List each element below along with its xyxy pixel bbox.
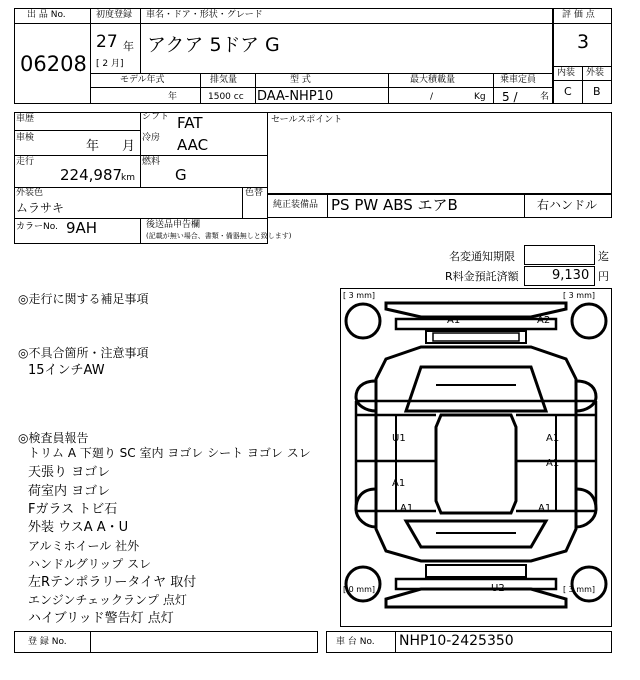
tire-depth-fl: [ 3 mm] (343, 291, 376, 300)
inspector-line: ハンドルグリップ スレ (28, 557, 152, 571)
inspector-line: 外装 ウスA A・U (28, 520, 129, 535)
equipment-label: 純正装備品 (273, 200, 319, 210)
type-value: DAA-NHP10 (257, 89, 334, 104)
inspector-line: 天張り ヨゴレ (28, 465, 111, 480)
chassis-label: 車 台 No. (336, 637, 375, 647)
mileage-value: 224,987 (60, 166, 123, 184)
docs-label: 後送品申告欄 (146, 220, 201, 230)
damage-mark: A1 (546, 433, 560, 444)
damage-diagram (340, 288, 612, 627)
capacity-value: 5 / (502, 90, 518, 104)
defects-line: 15インチAW (28, 363, 105, 378)
lot-no: 06208 (20, 52, 87, 76)
damage-mark: A1 (538, 503, 552, 514)
reg-year: 27 (96, 32, 118, 52)
reg-no-label: 登 録 No. (28, 637, 67, 647)
damage-mark: A2 (537, 315, 551, 326)
inspector-line: アルミホイール 社外 (28, 539, 140, 553)
model-year-value: 年 (168, 92, 178, 102)
inspector-line: ハイブリッド警告灯 点灯 (28, 611, 174, 626)
inspector-line: エンジンチェックランプ 点灯 (28, 593, 187, 607)
recycle-label: R料金預託済額 (445, 270, 519, 283)
tire-depth-rr: [ 3 mm] (563, 585, 596, 594)
mileage-unit: km (121, 173, 135, 183)
history-label: 車歴 (16, 114, 35, 124)
reg-month: [ 2 月] (96, 59, 124, 69)
damage-mark: U2 (491, 583, 505, 594)
sales-point-label: セールスポイント (271, 115, 343, 125)
exterior-color-value: ムラサキ (16, 201, 65, 215)
inspector-line: トリム A 下廻り SC 室内 ヨゴレ シート ヨゴレ スレ (28, 446, 311, 460)
ac-value: AAC (177, 136, 209, 154)
car-name-label: 車名・ドア・形状・グレード (146, 10, 263, 20)
model-year-label: モデル年式 (120, 75, 165, 85)
color-change-label: 色替 (245, 188, 264, 198)
inspector-line: 左Rテンポラリータイヤ 取付 (28, 575, 197, 590)
inspector-line: Fガラス トビ石 (28, 502, 118, 517)
damage-mark: A1 (392, 478, 406, 489)
reg-year-unit: 年 (123, 40, 134, 53)
color-no-value: 9AH (66, 219, 98, 237)
capacity-unit: 名 (540, 92, 550, 102)
max-load-unit: Kg (474, 92, 486, 102)
fuel-value: G (175, 166, 187, 184)
name-change-label: 名変通知期限 (449, 250, 515, 263)
steering-value: 右ハンドル (537, 198, 598, 212)
car-name: アクア 5ドア G (147, 34, 280, 56)
damage-mark: A1 (400, 503, 414, 514)
first-reg-label: 初度登録 (96, 10, 133, 20)
ac-label: 冷房 (142, 133, 161, 143)
inspection-year-unit: 年 (86, 139, 100, 154)
color-no-label: カラーNo. (16, 222, 58, 232)
name-change-unit: 迄 (598, 250, 609, 263)
chassis-value: NHP10-2425350 (399, 633, 514, 649)
max-load-label: 最大積載量 (410, 75, 456, 85)
mileage-label: 走行 (16, 157, 35, 167)
recycle-value: 9,130 (552, 268, 590, 283)
capacity-label: 乗車定員 (500, 75, 537, 85)
displacement-value: 1500 cc (208, 92, 244, 102)
docs-note: (記載が無い場合、書類・備器無しと致します) (146, 232, 292, 240)
type-label: 型 式 (290, 75, 311, 85)
car-outline-drawing (341, 289, 611, 626)
inspection-month-unit: 月 (122, 139, 136, 154)
inspector-label: ◎検査員報告 (18, 431, 89, 445)
inspection-label: 車検 (16, 133, 35, 143)
score-value: 3 (577, 31, 590, 53)
fuel-label: 燃料 (142, 157, 161, 167)
max-load-value: / (430, 92, 434, 102)
equipment-value: PS PW ABS エアB (331, 196, 458, 214)
interior-score: C (564, 85, 572, 98)
tire-depth-rl: [ 0 mm] (343, 585, 376, 594)
exterior-color-label: 外装色 (16, 188, 44, 198)
inspector-line: 荷室内 ヨゴレ (28, 484, 111, 499)
lot-no-label: 出 品 No. (27, 10, 66, 20)
tire-depth-fr: [ 3 mm] (563, 291, 596, 300)
name-change-box (524, 245, 595, 265)
interior-label: 内装 (557, 68, 576, 78)
damage-mark: U1 (392, 433, 406, 444)
displacement-label: 排気量 (210, 75, 238, 85)
shift-value: FAT (177, 114, 203, 132)
exterior-score: B (593, 85, 601, 98)
exterior-label: 外装 (586, 68, 605, 78)
score-label: 評 価 点 (562, 10, 595, 20)
recycle-unit: 円 (598, 270, 609, 283)
damage-mark: A1 (546, 458, 560, 469)
damage-mark: A1 (447, 315, 461, 326)
shift-label: シフト (142, 112, 170, 122)
driving-notes-label: ◎走行に関する補足事項 (18, 292, 149, 306)
defects-label: ◎不具合箇所・注意事項 (18, 346, 149, 360)
